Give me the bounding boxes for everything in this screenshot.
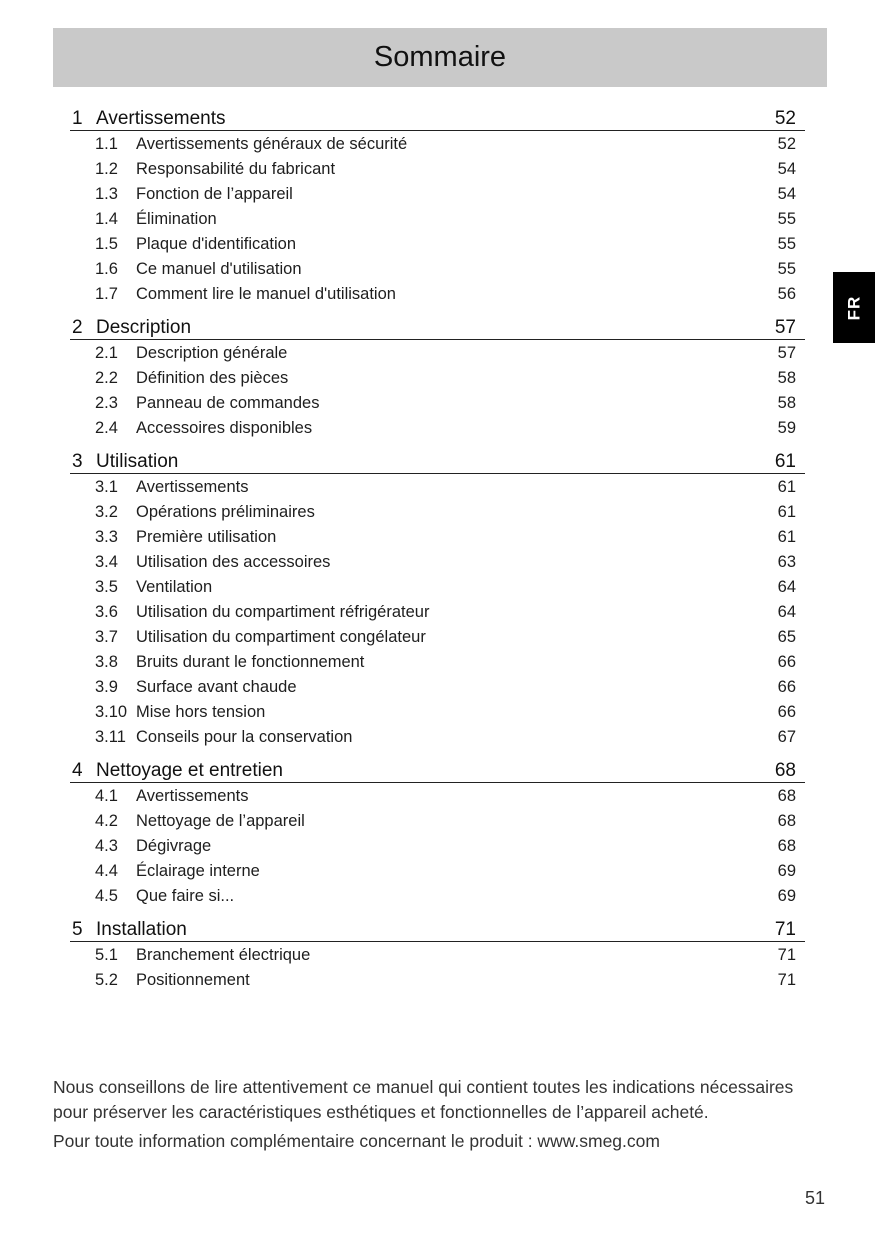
toc-entry[interactable] <box>70 132 805 157</box>
toc-entry[interactable] <box>70 550 805 575</box>
toc-entry-page: 63 <box>777 553 796 571</box>
toc-entry-page: 61 <box>777 503 796 521</box>
toc-section-title: Utilisation <box>96 451 179 472</box>
toc-section <box>70 912 805 996</box>
toc-entry[interactable] <box>70 809 805 834</box>
toc-entry-page: 61 <box>777 528 796 546</box>
toc-section-number: 3 <box>72 451 83 472</box>
toc-entry[interactable] <box>70 341 805 366</box>
toc-section-title: Nettoyage et entretien <box>96 760 283 781</box>
toc-entry-title: Accessoires disponibles <box>136 419 313 437</box>
toc-subsection-list <box>70 942 805 996</box>
toc-entry-title: Utilisation du compartiment congélateur <box>136 628 426 646</box>
toc-entry[interactable] <box>70 650 805 675</box>
toc-entry-number: 1.1 <box>95 135 118 153</box>
toc-entry-page: 64 <box>777 603 796 621</box>
toc-entry-title: Responsabilité du fabricant <box>136 160 336 178</box>
toc-entry-title: Description générale <box>136 344 288 362</box>
toc-entry-title: Définition des pièces <box>136 369 289 387</box>
toc-entry-page: 71 <box>777 946 796 964</box>
toc-entry-page: 68 <box>777 812 796 830</box>
toc-entry-title: Positionnement <box>136 971 250 989</box>
toc-entry-page: 59 <box>777 419 796 437</box>
toc-entry-page: 58 <box>777 369 796 387</box>
toc-entry[interactable] <box>70 257 805 282</box>
toc-entry-page: 61 <box>777 478 796 496</box>
toc-entry-title: Ventilation <box>136 578 213 596</box>
toc-entry-number: 3.2 <box>95 503 118 521</box>
toc-entry-page: 66 <box>777 678 796 696</box>
toc-entry-page: 58 <box>777 394 796 412</box>
toc-entry-page: 64 <box>777 578 796 596</box>
toc-entry-number: 4.3 <box>95 837 118 855</box>
toc-entry-title: Opérations préliminaires <box>136 503 315 521</box>
toc-section-page: 52 <box>774 108 796 129</box>
toc-entry-page: 65 <box>777 628 796 646</box>
toc-entry-number: 3.4 <box>95 553 118 571</box>
toc-section-page: 71 <box>774 919 796 940</box>
toc-entry-page: 67 <box>777 728 796 746</box>
toc-entry[interactable] <box>70 525 805 550</box>
toc-entry-number: 3.1 <box>95 478 118 496</box>
toc-entry-number: 4.5 <box>95 887 118 905</box>
toc-entry-page: 69 <box>777 887 796 905</box>
toc-entry-title: Conseils pour la conservation <box>136 728 353 746</box>
toc-section-number: 2 <box>72 317 83 338</box>
toc-entry-title: Ce manuel d'utilisation <box>136 260 302 278</box>
toc-entry-number: 2.4 <box>95 419 118 437</box>
toc-section-title: Installation <box>96 919 187 940</box>
toc-entry-page: 56 <box>777 285 796 303</box>
toc-entry-title: Dégivrage <box>136 837 212 855</box>
toc-entry[interactable] <box>70 366 805 391</box>
toc-entry-number: 1.4 <box>95 210 118 228</box>
page-title-banner <box>53 28 827 87</box>
toc-entry[interactable] <box>70 500 805 525</box>
toc-section-title: Description <box>96 317 192 338</box>
toc-section-heading[interactable] <box>70 753 805 783</box>
toc-entry-page: 52 <box>777 135 796 153</box>
toc-entry-number: 2.2 <box>95 369 118 387</box>
toc-section <box>70 753 805 912</box>
toc-entry[interactable] <box>70 675 805 700</box>
page-number: 51 <box>804 1188 825 1208</box>
language-tab-label: FR <box>843 295 863 320</box>
toc-entry[interactable] <box>70 232 805 257</box>
toc-entry[interactable] <box>70 282 805 307</box>
page-title: Sommaire <box>373 41 507 73</box>
toc-entry-page: 66 <box>777 703 796 721</box>
toc-entry-number: 3.5 <box>95 578 118 596</box>
toc-entry-title: Utilisation des accessoires <box>136 553 331 571</box>
toc-entry-number: 2.3 <box>95 394 118 412</box>
toc-entry-page: 68 <box>777 787 796 805</box>
toc-entry-title: Avertissements <box>136 478 249 496</box>
toc-entry[interactable] <box>70 416 805 441</box>
toc-entry-number: 3.7 <box>95 628 118 646</box>
toc-entry-title: Bruits durant le fonctionnement <box>136 653 365 671</box>
toc-entry-number: 3.6 <box>95 603 118 621</box>
toc-section-heading[interactable] <box>70 101 805 131</box>
toc-entry-number: 1.2 <box>95 160 118 178</box>
intro-paragraph-1: Nous conseillons de lire attentivement ce manuel qui contient toutes les indications nécessaires pour préserver les caractéristiques esthétiques et fonctionnelles de l’appareil acheté. <box>53 1077 794 1122</box>
toc-subsection-list <box>70 131 805 310</box>
toc-entry[interactable] <box>70 207 805 232</box>
toc-entry-title: Panneau de commandes <box>136 394 320 412</box>
toc-entry-title: Nettoyage de l’appareil <box>136 812 305 830</box>
toc-entry[interactable] <box>70 834 805 859</box>
toc-entry[interactable] <box>70 859 805 884</box>
toc-entry-page: 71 <box>777 971 796 989</box>
toc-entry-title: Utilisation du compartiment réfrigérateur <box>136 603 430 621</box>
toc-entry-page: 55 <box>777 210 796 228</box>
toc-entry-title: Surface avant chaude <box>136 678 297 696</box>
toc-section-number: 5 <box>72 919 83 940</box>
toc-entry-number: 3.9 <box>95 678 118 696</box>
toc-entry-title: Plaque d'identification <box>136 235 297 253</box>
toc-section-page: 57 <box>774 317 796 338</box>
toc-entry-number: 3.8 <box>95 653 118 671</box>
toc-section-number: 4 <box>72 760 83 781</box>
intro-text <box>53 1075 828 1154</box>
toc-section-title: Avertissements <box>96 108 226 129</box>
toc-section-page: 61 <box>774 451 796 472</box>
toc-entry[interactable] <box>70 943 805 968</box>
language-tab <box>833 272 875 343</box>
toc-entry[interactable] <box>70 968 805 993</box>
toc-entry-page: 55 <box>777 260 796 278</box>
toc-subsection-list <box>70 474 805 753</box>
toc-entry-number: 4.1 <box>95 787 118 805</box>
toc-entry-title: Avertissements généraux de sécurité <box>136 135 408 153</box>
toc-entry[interactable] <box>70 475 805 500</box>
toc-entry-title: Première utilisation <box>136 528 277 546</box>
toc-subsection-list <box>70 783 805 912</box>
toc-entry-number: 3.10 <box>95 703 128 721</box>
toc-entry-title: Branchement électrique <box>136 946 311 964</box>
toc-entry-number: 2.1 <box>95 344 118 362</box>
toc-entry[interactable] <box>70 700 805 725</box>
toc-entry-number: 1.7 <box>95 285 118 303</box>
toc-entry-page: 55 <box>777 235 796 253</box>
toc-section <box>70 101 805 310</box>
toc-entry-title: Que faire si... <box>136 887 235 905</box>
toc-entry-number: 4.4 <box>95 862 118 880</box>
toc-entry[interactable] <box>70 625 805 650</box>
table-of-contents <box>70 101 805 996</box>
toc-entry-page: 54 <box>777 185 796 203</box>
toc-entry[interactable] <box>70 784 805 809</box>
toc-entry[interactable] <box>70 391 805 416</box>
toc-entry-number: 1.6 <box>95 260 118 278</box>
toc-entry-number: 1.3 <box>95 185 118 203</box>
toc-entry-page: 66 <box>777 653 796 671</box>
toc-entry-page: 57 <box>777 344 796 362</box>
toc-entry-number: 5.1 <box>95 946 118 964</box>
toc-section-heading[interactable] <box>70 310 805 340</box>
toc-section-heading[interactable] <box>70 912 805 942</box>
toc-entry-title: Mise hors tension <box>136 703 266 721</box>
toc-entry[interactable] <box>70 575 805 600</box>
toc-section-page: 68 <box>774 760 796 781</box>
toc-section <box>70 444 805 753</box>
toc-entry-title: Comment lire le manuel d'utilisation <box>136 285 396 303</box>
toc-entry-number: 3.3 <box>95 528 118 546</box>
toc-entry-page: 54 <box>777 160 796 178</box>
toc-subsection-list <box>70 340 805 444</box>
toc-entry-page: 68 <box>777 837 796 855</box>
toc-entry[interactable] <box>70 157 805 182</box>
toc-entry-number: 1.5 <box>95 235 118 253</box>
toc-entry-number: 5.2 <box>95 971 118 989</box>
toc-entry-number: 4.2 <box>95 812 118 830</box>
toc-entry[interactable] <box>70 725 805 750</box>
toc-entry[interactable] <box>70 884 805 909</box>
toc-entry-title: Fonction de l’appareil <box>136 185 293 203</box>
toc-entry-page: 69 <box>777 862 796 880</box>
toc-entry[interactable] <box>70 182 805 207</box>
toc-entry-title: Éclairage interne <box>136 862 260 880</box>
toc-section-heading[interactable] <box>70 444 805 474</box>
toc-entry-number: 3.11 <box>95 728 126 746</box>
toc-entry[interactable] <box>70 600 805 625</box>
toc-entry-title: Avertissements <box>136 787 249 805</box>
toc-section <box>70 310 805 444</box>
toc-entry-title: Élimination <box>136 210 217 228</box>
toc-section-number: 1 <box>72 108 83 129</box>
intro-paragraph-2: Pour toute information complémentaire concernant le produit : www.smeg.com <box>53 1131 660 1151</box>
